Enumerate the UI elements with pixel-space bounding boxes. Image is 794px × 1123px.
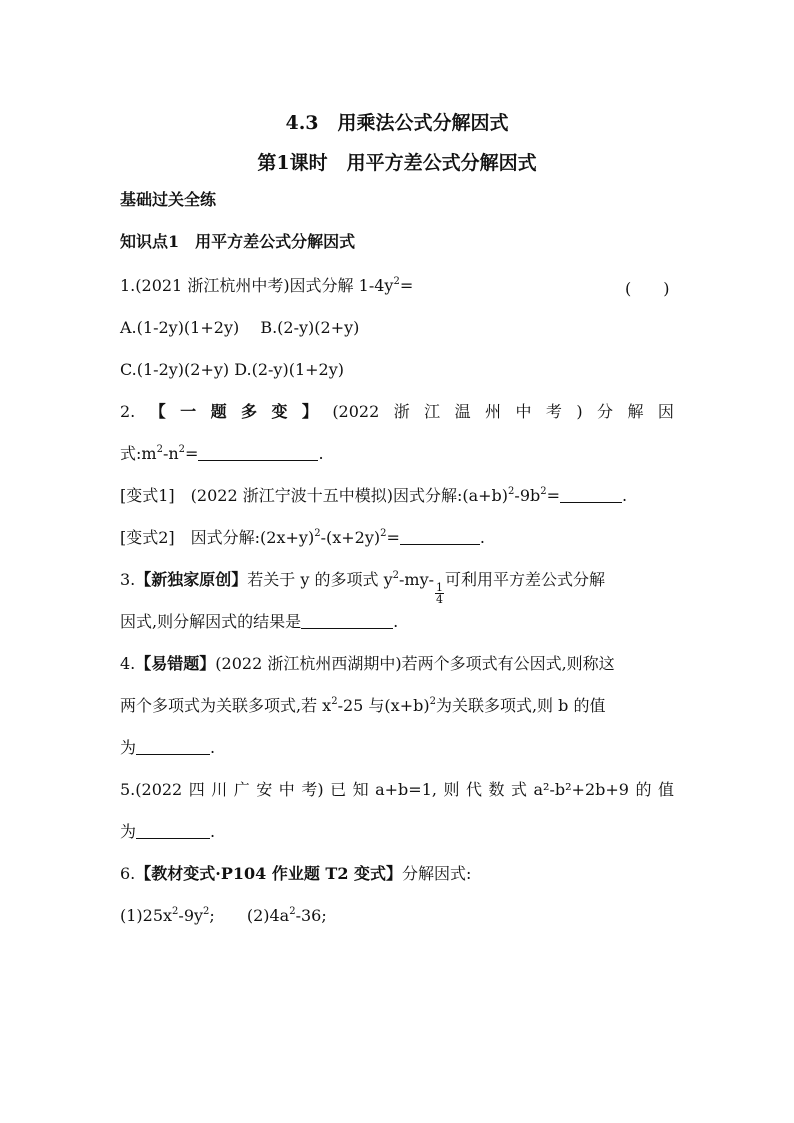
q1-option-d: D.(2-y)(1+2y) xyxy=(234,360,344,379)
q6-parts xyxy=(120,906,327,926)
lesson-title: 第1课时 用平方差公式分解因式 xyxy=(257,152,537,174)
q5-line2: 为 . xyxy=(120,822,216,841)
q5-line1: 5.(2022 四 川 广 安 中 考) 已 知 a+b=1, 则 代 数 式 a²-b²+2b+9 的 值 xyxy=(120,780,674,799)
q6-part2: $(2)4a^2-36$; xyxy=(246,906,327,925)
q2-line1: 2. 【 一 题 多 变 】 (2022 浙 江 温 州 中 考 ) 分 解 因 xyxy=(120,402,674,421)
q1-options-ab xyxy=(120,318,359,338)
variant2-answer-blank[interactable] xyxy=(400,530,480,545)
q4-line1: 4.【易错题】(2022 浙江杭州西湖期中)若两个多项式有公因式,则称这 xyxy=(120,654,615,673)
q3-line1: 3.【新独家原创】若关于 y 的多项式 $y^2-my-$ $\frac{1}{4}$ 可利用平方差公式分解 xyxy=(120,570,606,606)
section-title: 4.3 用乘法公式分解因式 xyxy=(285,112,509,134)
q4-line2: 两个多项式为关联多项式,若 $x^2-25$ 与$(x+b)^2$为关联多项式,则 b 的值 xyxy=(120,696,606,715)
q2-answer-blank[interactable] xyxy=(198,446,318,461)
variant1-answer-blank[interactable] xyxy=(560,488,622,503)
q4-answer-blank[interactable] xyxy=(136,740,210,755)
basics-heading: 基础过关全练 xyxy=(120,190,217,209)
q6-line1: 6.【教材变式·P104 作业题 T2 变式】分解因式: xyxy=(120,864,472,883)
q4-line3: 为 . xyxy=(120,738,216,757)
q3-line2: 因式,则分解因式的结果是 . xyxy=(120,612,399,631)
q1-options-cd xyxy=(120,360,344,380)
q6-part1: $(1)25x^2-9y^2$; xyxy=(120,906,215,925)
q2-variant1: [变式1] (2022 浙江宁波十五中模拟)因式分解$:(a+b)^2-9b^2=$ . xyxy=(120,486,628,505)
q3-answer-blank[interactable] xyxy=(301,614,393,629)
q2-line2: 式$:m^2-n^2=$ . xyxy=(120,444,324,463)
q6-tag: 【教材变式·P104 作业题 T2 变式】 xyxy=(135,864,403,883)
q5-answer-blank[interactable] xyxy=(136,824,210,839)
q1-answer-parens: ( ) xyxy=(625,279,670,298)
q1-option-c: C.(1-2y)(2+y) xyxy=(120,360,230,379)
q1-option-b: B.(2-y)(2+y) xyxy=(260,318,360,337)
q2-variant2: [变式2] 因式分解$:(2x+y)^2-(x+2y)^2=$ . xyxy=(120,528,485,547)
q1-stem: 1.(2021 浙江杭州中考)因式分解 $1-4y^2=$ xyxy=(120,276,414,295)
q1-option-a: A.(1-2y)(1+2y) xyxy=(120,318,240,337)
q3-tag: 【新独家原创】 xyxy=(135,570,248,589)
q4-tag: 【易错题】 xyxy=(135,654,216,673)
knowledge-point-heading: 知识点1 用平方差公式分解因式 xyxy=(120,232,356,251)
one-quarter-fraction: $\frac{1}{4}$ xyxy=(436,581,444,606)
